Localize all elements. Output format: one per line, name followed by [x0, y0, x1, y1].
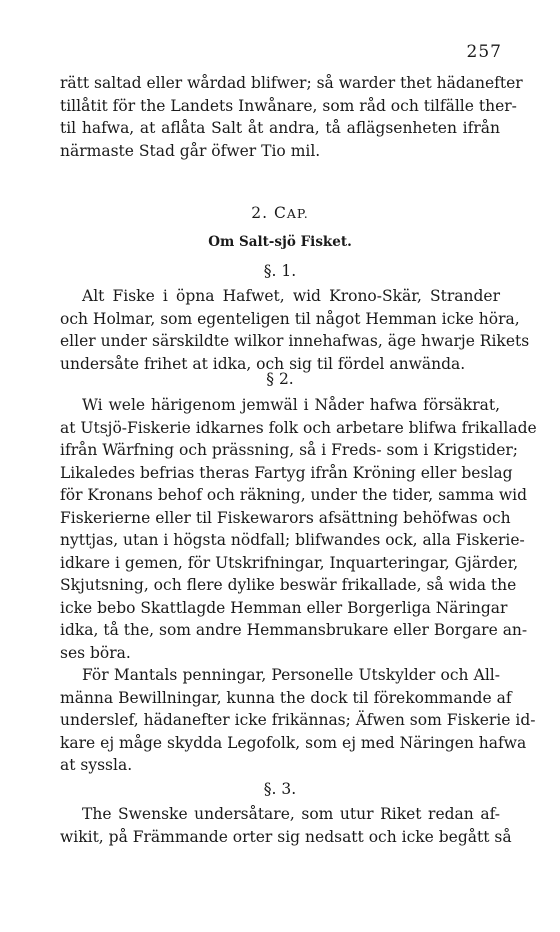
text-line: The Swenske undersåtare, som utur Riket redan af- — [82, 805, 500, 823]
section-mark-3: §. 3. — [263, 780, 297, 798]
chapter-heading — [0, 204, 560, 222]
text-line: männa Bewillningar, kunna the dock til förekommande af — [60, 688, 512, 707]
text-line: wikit, på Främmande orter sig nedsatt och icke begått så — [60, 827, 512, 846]
text-line: undersåte frihet at idka, och sig til fördel anwända. — [60, 354, 466, 373]
section-1-paragraph — [60, 285, 530, 375]
text-line: til hafwa, at aflåta Salt åt andra, tå aflägsenheten ifrån — [60, 119, 500, 137]
page-number: 257 — [466, 42, 502, 62]
section-subheading: Om Salt-sjö Fisket. — [208, 234, 352, 250]
text-line: icke bebo Skattlagde Hemman eller Borgerliga Näringar — [60, 598, 508, 617]
text-line: idka, tå the, som andre Hemmansbrukare eller Borgare an- — [60, 621, 528, 639]
section-mark-2: § 2. — [266, 370, 294, 388]
text-line: Likaledes befrias theras Fartyg ifrån Kröning eller beslag — [60, 463, 513, 482]
text-line: kare ej måge skydda Legofolk, som ej med Näringen hafwa — [60, 733, 527, 752]
section-2-paragraph — [60, 394, 537, 777]
text-line: och Holmar, som egenteligen til något Hemman icke höra, — [60, 309, 520, 328]
text-line: för Kronans behof och räkning, under the tider, samma wid — [60, 486, 528, 504]
text-line: Skjutsning, och flere dylike beswär frikallade, så wida the — [60, 576, 517, 594]
text-line: ifrån Wärfning och prässning, så i Freds- som i Krigstider; — [60, 441, 519, 459]
text-line: Alt Fiske i öpna Hafwet, wid Krono-Skär, Strander — [82, 287, 500, 305]
text-line: Wi wele härigenom jemwäl i Nåder hafwa försäkrat, — [82, 396, 500, 414]
text-line: rätt saltad eller wårdad blifwer; så warder thet hädanefter — [60, 74, 523, 92]
section-3-paragraph — [60, 803, 512, 848]
text-line: nyttjas, utan i högsta nödfall; blifwandes ock, alla Fiskerie- — [60, 531, 525, 549]
text-line: tillåtit för the Landets Inwånare, som råd och tilfälle ther- — [60, 96, 517, 115]
text-line: underslef, hädanefter icke frikännas; Äfwen som Fiskerie id- — [60, 711, 536, 729]
chapter-word: CAP. — [273, 204, 309, 222]
intro-paragraph — [60, 72, 523, 162]
text-line: at syssla. — [60, 756, 133, 774]
text-line: Fiskerierne eller til Fiskewarors afsättning behöfwas och — [60, 508, 511, 527]
text-line: närmaste Stad går öfwer Tio mil. — [60, 141, 321, 160]
chapter-number: 2. — [251, 204, 269, 222]
text-line: eller under särskildte wilkor innehafwas, äge hwarje Rikets — [60, 332, 530, 350]
text-line: at Utsjö-Fiskerie idkarnes folk och arbetare blifwa frikallade — [60, 418, 537, 437]
text-line: För Mantals penningar, Personelle Utskylder och All- — [82, 666, 500, 684]
text-line: ses böra. — [60, 643, 131, 662]
text-line: idkare i gemen, för Utskrifningar, Inquarteringar, Gjärder, — [60, 553, 519, 572]
section-mark-1: §. 1. — [263, 262, 297, 280]
